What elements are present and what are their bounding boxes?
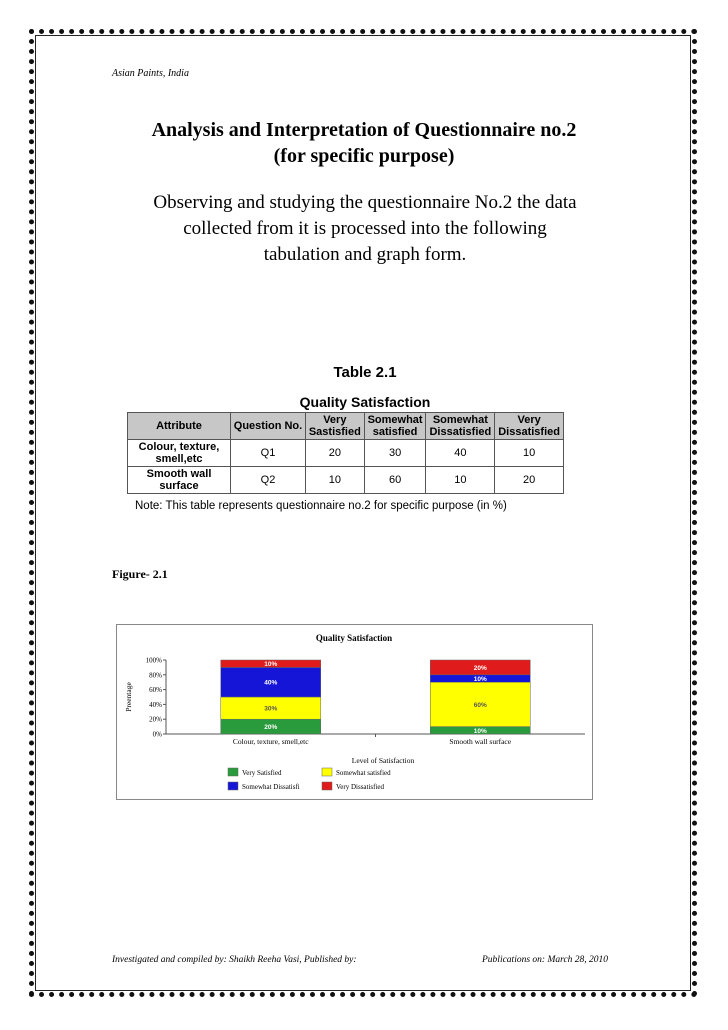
cell-very-satisfied: 20 [306, 440, 365, 467]
cell-question: Q2 [231, 467, 306, 494]
intro-line-3: tabulation and graph form. [263, 244, 467, 265]
table-header-row [128, 413, 564, 440]
x-axis-label: Level of Satisfaction [351, 756, 415, 765]
figure-label: Figure- 2.1 [112, 567, 168, 581]
cell-very-dissatisfied: 20 [495, 467, 564, 494]
header-company: Asian Paints, India [112, 68, 189, 79]
table-subtitle: Quality Satisfaction [299, 394, 431, 410]
cell-attribute: Smooth wall surface [128, 467, 231, 494]
y-tick-label: 20% [149, 715, 162, 724]
bar-data-label: 20% [473, 664, 487, 672]
bar-data-label: 10% [473, 676, 487, 683]
table-row [128, 467, 564, 494]
legend-swatch [228, 768, 238, 776]
title-line-2: (for specific purpose) [273, 145, 455, 167]
cell-very-satisfied: 10 [306, 467, 365, 494]
bar-data-label: 30% [264, 705, 278, 713]
cell-somewhat-satisfied: 60 [364, 467, 426, 494]
x-tick-label: Colour, texture, smell,etc [232, 737, 309, 746]
cell-somewhat-satisfied: 30 [364, 440, 426, 467]
th-very-dissatisfied: Very Dissatisfied [495, 413, 564, 440]
th-somewhat-dissatisfied: Somewhat Dissatisfied [426, 413, 495, 440]
footer-date: Publications on: March 28, 2010 [482, 955, 609, 965]
bar-data-label: 60% [473, 701, 487, 709]
table-caption: Table 2.1 [333, 364, 397, 381]
page-border-inner [35, 35, 691, 991]
y-tick-label: 0% [152, 730, 162, 739]
intro-line-2: collected from it is processed into the following [183, 218, 547, 239]
intro-line-1: Observing and studying the questionnaire No.2 the data [153, 192, 577, 213]
bar-data-label: 40% [264, 679, 278, 687]
th-somewhat-satisfied: Somewhat satisfied [364, 413, 426, 440]
table-row [128, 440, 564, 467]
title-line-1: Analysis and Interpretation of Questionnaire no.2 [151, 119, 577, 141]
page-title [100, 117, 628, 169]
y-tick-label: 60% [149, 686, 162, 695]
th-attribute: Attribute [128, 413, 231, 440]
legend-swatch [322, 768, 332, 776]
legend-label: Very Dissatisfied [336, 783, 385, 791]
bar-data-label: 20% [264, 724, 278, 732]
cell-somewhat-dissatisfied: 10 [426, 467, 495, 494]
table-note: Note: This table represents questionnaire no.2 for specific purpose (in %) [135, 500, 507, 512]
legend-label: Somewhat satisfied [336, 769, 391, 777]
cell-attribute: Colour, texture, smell,etc [128, 440, 231, 467]
y-axis-label: Preentage [124, 682, 133, 712]
legend-swatch [228, 782, 238, 790]
intro-paragraph [105, 190, 625, 268]
footer-credits: Investigated and compiled by: Shaikh Reeha Vasi, Published by: [112, 955, 357, 965]
chart-svg [117, 625, 592, 799]
cell-question: Q1 [231, 440, 306, 467]
quality-satisfaction-table [127, 412, 564, 494]
cell-very-dissatisfied: 10 [495, 440, 564, 467]
quality-satisfaction-chart [116, 624, 593, 800]
bar-data-label: 10% [264, 661, 278, 669]
y-tick-label: 80% [149, 671, 162, 680]
th-question: Question No. [231, 413, 306, 440]
legend-swatch [322, 782, 332, 790]
chart-title: Quality Satisfaction [315, 633, 393, 643]
bar-data-label: 10% [473, 727, 487, 735]
cell-somewhat-dissatisfied: 40 [426, 440, 495, 467]
legend-label: Somewhat Dissatisfi [242, 783, 300, 791]
y-tick-label: 100% [145, 656, 162, 665]
y-tick-label: 40% [149, 700, 162, 709]
th-very-satisfied: Very Sastisfied [306, 413, 365, 440]
legend-label: Very Satisfied [242, 769, 282, 777]
x-tick-label: Smooth wall surface [449, 737, 512, 746]
